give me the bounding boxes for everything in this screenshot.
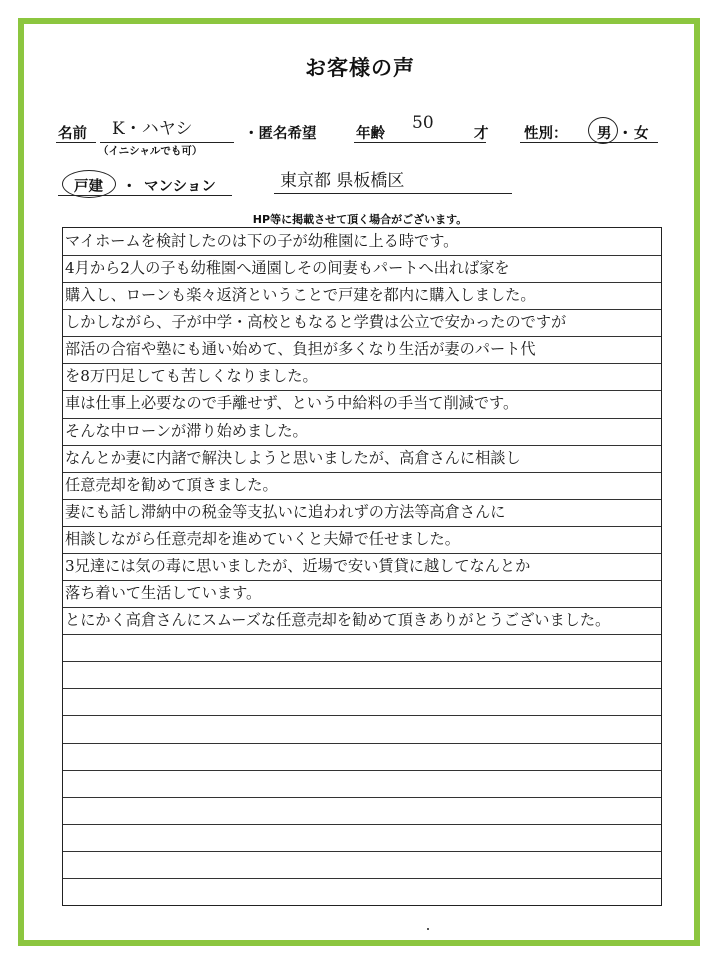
- comment-rule: [63, 878, 661, 879]
- comment-rule: [63, 418, 661, 419]
- comment-rule: [63, 553, 661, 554]
- comment-line: なんとか妻に内諸で解決しようと思いましたが、高倉さんに相談し: [65, 449, 521, 467]
- publication-notice: HP等に掲載させて頂く場合がございます。: [252, 213, 468, 226]
- gender-underline: [520, 142, 658, 143]
- comment-rule: [63, 851, 661, 852]
- comment-line: 3兄達には気の毒に思いましたが、近場で安い賃貸に越してなんとか: [65, 557, 531, 575]
- gender-label: 性別：: [524, 126, 568, 142]
- comment-rule: [63, 309, 661, 310]
- comment-line: しかしながら、子が中学・高校ともなると学費は公立で安かったのですが: [65, 313, 567, 331]
- comment-line: 落ち着いて生活しています。: [65, 584, 262, 602]
- comment-line: 4月から2人の子も幼稚園へ通園しその间妻もパートへ出れば家を: [65, 259, 510, 277]
- comment-line: 部活の合宿や塾にも通い始めて、負担が多くなり生活が妻のパート代: [65, 340, 536, 358]
- comment-rule: [63, 797, 661, 798]
- anonymous-option: ・匿名希望: [244, 126, 317, 142]
- comment-rule: [63, 445, 661, 446]
- comment-rule: [63, 634, 661, 635]
- comment-rule: [63, 336, 661, 337]
- comment-rule: [63, 363, 661, 364]
- housing-selected-circle: [62, 170, 116, 198]
- comment-line: 相談しながら任意売却を進めていくと夫婦で任せました。: [65, 530, 460, 548]
- gender-selected-circle: [588, 117, 618, 144]
- page-title: お客様の声: [305, 56, 415, 80]
- name-label: 名前: [58, 126, 87, 142]
- comment-rule: [63, 580, 661, 581]
- comment-line: マイホームを検討したのは下の子が幼稚園に上る時です。: [65, 232, 459, 250]
- comment-rule: [63, 472, 661, 473]
- comment-rule: [63, 715, 661, 716]
- comment-box: [62, 227, 662, 906]
- comment-rule: [63, 526, 661, 527]
- gender-separator: ・: [618, 126, 633, 142]
- age-value: 50: [412, 113, 434, 133]
- comment-line: 任意売却を勧めて頂きました。: [65, 476, 278, 494]
- house-option: 戸建: [74, 179, 103, 195]
- scan-speck: [427, 928, 429, 930]
- comment-rule: [63, 499, 661, 500]
- gender-male-option: 男: [597, 126, 612, 142]
- age-underline: [354, 142, 486, 143]
- address-value: 東京都 県板橋区: [280, 171, 405, 191]
- comment-rule: [63, 770, 661, 771]
- comment-rule: [63, 255, 661, 256]
- comment-rule: [63, 390, 661, 391]
- name-underline: [100, 142, 234, 143]
- comment-line: 購入し、ローンも楽々返済ということで戸建を都内に購入しました。: [65, 286, 536, 304]
- comment-rule: [63, 743, 661, 744]
- housing-separator: ・: [122, 179, 137, 195]
- age-unit: 才: [474, 126, 489, 142]
- name-value: K・ハヤシ: [112, 119, 193, 139]
- comment-rule: [63, 607, 661, 608]
- name-label-underline: [56, 142, 96, 143]
- age-label: 年齢: [356, 126, 385, 142]
- comment-rule: [63, 688, 661, 689]
- initials-note: （イニシャルでも可）: [98, 145, 203, 157]
- gender-female-option: 女: [634, 126, 649, 142]
- comment-line: を8万円足しても苦しくなりました。: [65, 367, 318, 385]
- comment-rule: [63, 661, 661, 662]
- comment-rule: [63, 282, 661, 283]
- mansion-option: マンション: [144, 179, 216, 195]
- comment-line: 妻にも話し滞納中の税金等支払いに追われずの方法等高倉さんに: [65, 503, 506, 521]
- address-underline: [274, 193, 512, 194]
- comment-rule: [63, 824, 661, 825]
- comment-line: そんな中ローンが滞り始めました。: [65, 422, 308, 440]
- housing-underline: [58, 195, 232, 196]
- comment-line: 車は仕事上必要なので手離せず、という中給料の手当て削減です。: [65, 394, 519, 412]
- comment-line: とにかく高倉さんにスムーズな任意売却を勧めて頂きありがとうございました。: [65, 611, 611, 629]
